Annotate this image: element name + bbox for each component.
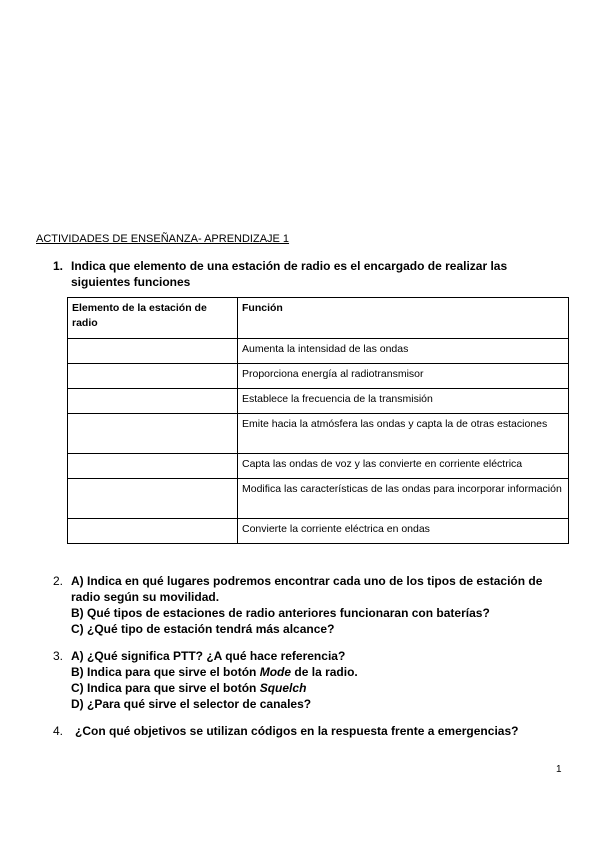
activity-heading: ACTIVIDADES DE ENSEÑANZA- APRENDIZAJE 1	[36, 233, 290, 245]
question-3	[53, 648, 553, 712]
question-2	[53, 573, 553, 637]
question-3a: A) ¿Qué significa PTT? ¿A qué hace referencia?	[71, 649, 346, 663]
function-cell: Capta las ondas de voz y las convierte en corriente eléctrica	[238, 454, 569, 479]
question-3c-prefix: C) Indica para que sirve el botón	[71, 681, 260, 695]
table-row	[68, 519, 569, 544]
element-cell	[68, 389, 238, 414]
table-header-row	[68, 298, 569, 339]
question-1-text: Indica que elemento de una estación de radio es el encargado de realizar las siguientes funciones	[71, 259, 508, 289]
question-2a: A) Indica en qué lugares podremos encontrar cada uno de los tipos de estación de radio según su movilidad.	[71, 574, 543, 604]
question-2b: B) Qué tipos de estaciones de radio anteriores funcionaran con baterías?	[71, 606, 490, 620]
mode-term: Mode	[259, 665, 292, 679]
header-function: Función	[238, 298, 569, 339]
function-cell: Convierte la corriente eléctrica en ondas	[238, 519, 569, 544]
functions-table	[67, 297, 569, 544]
element-cell	[68, 454, 238, 479]
table-row	[68, 479, 569, 519]
table-row	[68, 454, 569, 479]
page-number: 1	[556, 764, 562, 775]
element-cell	[68, 479, 238, 519]
function-cell: Proporciona energía al radiotransmisor	[238, 364, 569, 389]
question-2c: C) ¿Qué tipo de estación tendrá más alcance?	[71, 622, 335, 636]
question-1	[53, 258, 543, 290]
table-row	[68, 389, 569, 414]
question-4-number: 4.	[53, 724, 64, 738]
function-cell: Emite hacia la atmósfera las ondas y capta la de otras estaciones	[238, 414, 569, 454]
question-1-number: 1.	[53, 259, 64, 273]
question-4	[53, 723, 553, 739]
header-element: Elemento de la estación de radio	[68, 298, 238, 339]
function-cell: Aumenta la intensidad de las ondas	[238, 339, 569, 364]
question-3b	[71, 664, 553, 680]
function-cell: Modifica las características de las ondas para incorporar información	[238, 479, 569, 519]
question-4-text: ¿Con qué objetivos se utilizan códigos en la respuesta frente a emergencias?	[75, 724, 519, 738]
function-cell: Establece la frecuencia de la transmisión	[238, 389, 569, 414]
table-row	[68, 339, 569, 364]
element-cell	[68, 414, 238, 454]
element-cell	[68, 339, 238, 364]
question-3d: D) ¿Para qué sirve el selector de canales?	[71, 697, 312, 711]
table-row	[68, 414, 569, 454]
questions-list	[53, 573, 553, 750]
question-3c	[71, 680, 553, 696]
element-cell	[68, 364, 238, 389]
question-3b-suffix: de la radio.	[291, 665, 358, 679]
squelch-term: Squelch	[259, 681, 307, 695]
question-2-number: 2.	[53, 574, 64, 588]
element-cell	[68, 519, 238, 544]
question-3-number: 3.	[53, 649, 64, 663]
table-row	[68, 364, 569, 389]
question-3b-prefix: B) Indica para que sirve el botón	[71, 665, 260, 679]
